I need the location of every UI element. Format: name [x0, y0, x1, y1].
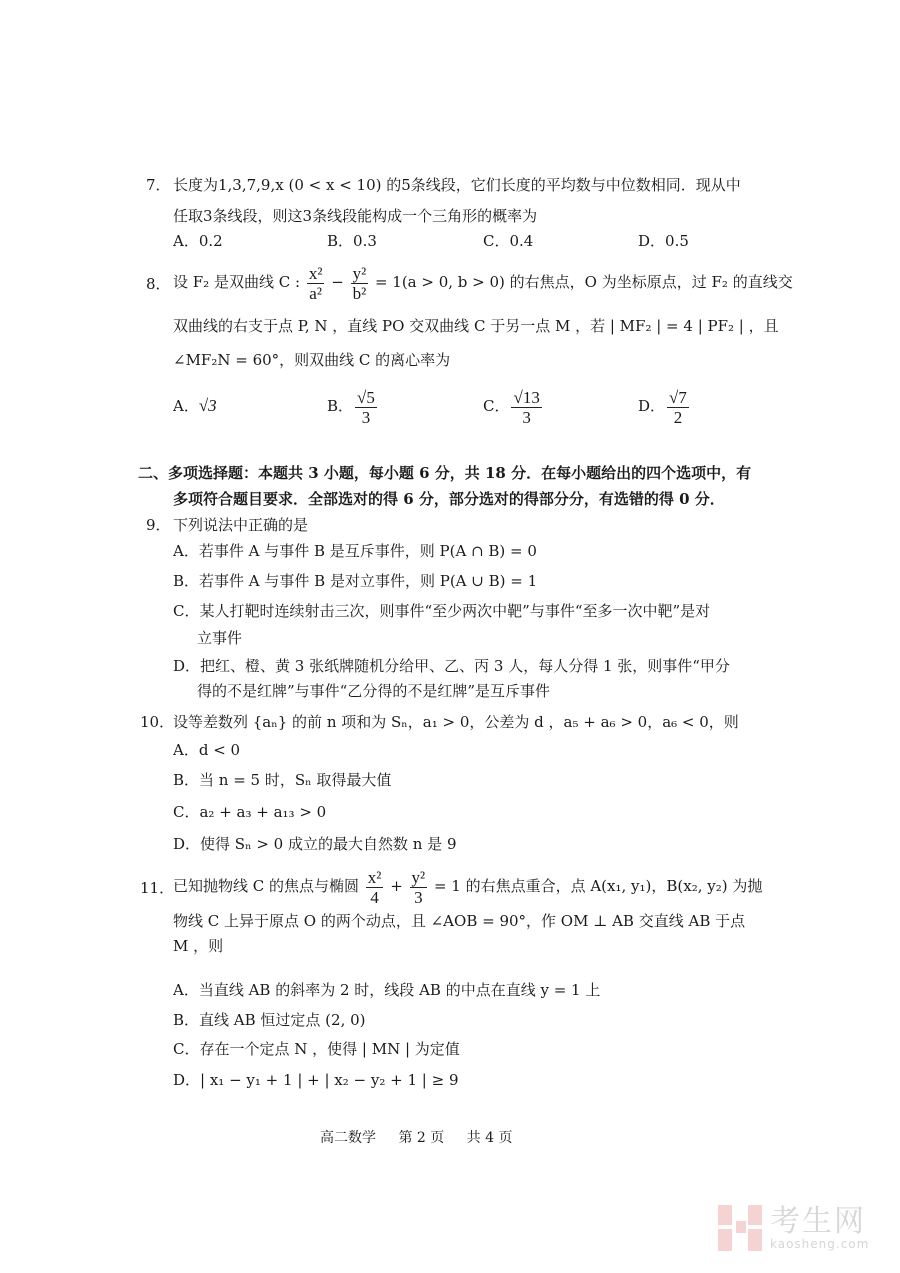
q11-option-b: B．直线 AB 恒过定点 (2, 0): [173, 1011, 366, 1029]
q7-stem-line1: 长度为1,3,7,9,x (0 < x < 10) 的5条线段，它们长度的平均数与中位数相同．现从中: [173, 176, 741, 194]
q8-option-c: C． $\frac{√13}{3}$: [483, 387, 540, 427]
q9-option-a: A．若事件 A 与事件 B 是互斥事件，则 P(A ∩ B) = 0: [173, 542, 537, 560]
q11-stem-line1: [173, 866, 762, 907]
q7-number: 7．: [146, 176, 171, 194]
q9-option-b: B．若事件 A 与事件 B 是对立事件，则 P(A ∪ B) = 1: [173, 572, 538, 590]
q10-stem: 设等差数列 {aₙ} 的前 n 项和为 Sₙ，a₁ > 0，公差为 d ，a₅ + a₆ > 0，a₆ < 0，则: [173, 713, 739, 731]
q9-number: 9．: [146, 516, 171, 534]
q8-option-d: D． $\frac{√7}{2}$: [638, 387, 687, 427]
plus-sign: +: [390, 877, 403, 895]
q9-option-d-line2: 得的不是红牌”与事件“乙分得的不是红牌”是互斥事件: [197, 682, 551, 700]
fraction: $\frac{\text{x²}}{\text{a²}}$: [308, 263, 323, 303]
q9-option-c-line2: 立事件: [197, 629, 243, 647]
q8-stem-line3: ∠MF₂N = 60°，则双曲线 C 的离心率为: [173, 351, 451, 369]
q9-option-d-line1: D．把红、橙、黄 3 张纸牌随机分给甲、乙、丙 3 人，每人分得 1 张，则事件“甲分: [173, 657, 730, 675]
q11-text: 已知抛物线 C 的焦点与椭圆: [173, 877, 360, 895]
q11-option-a: A．当直线 AB 的斜率为 2 时，线段 AB 的中点在直线 y = 1 上: [173, 981, 601, 999]
footer-subject: 高二数学: [320, 1130, 376, 1146]
fraction: $\frac{\text{y²}}{\text{b²}}$: [352, 263, 367, 303]
kaosheng-logo-icon: [718, 1205, 762, 1251]
q8-text: = 1(a > 0, b > 0) 的右焦点，O 为坐标原点，过 F₂ 的直线交: [374, 273, 793, 291]
section-heading-line2: 多项符合题目要求．全部选对的得 6 分，部分选对的得部分分，有选错的得 0 分．: [173, 490, 725, 508]
q7-option-b: B．0.3: [327, 232, 377, 250]
q8-text: 设 F₂ 是双曲线 C :: [173, 273, 301, 291]
q10-option-b: B．当 n = 5 时，Sₙ 取得最大值: [173, 771, 392, 789]
q10-option-d: D．使得 Sₙ > 0 成立的最大自然数 n 是 9: [173, 835, 457, 853]
q10-option-c: C．a₂ + a₃ + a₁₃ > 0: [173, 803, 327, 821]
section-heading-line1: 二、多项选择题：本题共 3 小题，每小题 6 分，共 18 分．在每小题给出的四个选项中，有: [138, 464, 752, 482]
watermark: [718, 1205, 869, 1251]
q11-option-d: D．| x₁ − y₁ + 1 | + | x₂ − y₂ + 1 | ≥ 9: [173, 1071, 459, 1089]
q10-option-a: A．d < 0: [173, 741, 241, 759]
q10-number: 10．: [140, 713, 175, 731]
watermark-cn: 考生网: [770, 1204, 866, 1239]
q7-stem-line2: 任取3条线段，则这3条线段能构成一个三角形的概率为: [173, 207, 538, 225]
q8-number: 8．: [146, 275, 171, 293]
q11-text: = 1 的右焦点重合，点 A(x₁, y₁)，B(x₂, y₂) 为抛: [433, 877, 763, 895]
footer-page: 第 2 页: [398, 1130, 445, 1146]
q7-option-c: C．0.4: [483, 232, 534, 250]
q11-option-c: C．存在一个定点 N ，使得 | MN | 为定值: [173, 1040, 460, 1058]
q7-option-d: D．0.5: [638, 232, 689, 250]
q11-stem-line3: M ，则: [173, 937, 224, 955]
q7-option-a: A．0.2: [173, 232, 223, 250]
q9-option-c-line1: C．某人打靶时连续射击三次，则事件“至少两次中靶”与事件“至多一次中靶”是对: [173, 602, 711, 620]
q9-stem: 下列说法中正确的是: [173, 516, 309, 534]
q8-option-b: B． $\frac{√5}{3}$: [327, 387, 375, 427]
fraction: $\frac{\text{x²}}{4}$: [367, 867, 382, 907]
footer-total: 共 4 页: [466, 1130, 513, 1146]
q8-stem-line1: [173, 262, 793, 303]
fraction: $\frac{\text{y²}}{3}$: [411, 867, 426, 907]
page-footer: [320, 1127, 531, 1147]
minus-sign: −: [331, 273, 344, 291]
q11-stem-line2: 物线 C 上异于原点 O 的两个动点，且 ∠AOB = 90°，作 OM ⊥ AB 交直线 AB 于点: [173, 912, 746, 930]
q8-stem-line2: 双曲线的右支于点 P, N ，直线 PO 交双曲线 C 于另一点 M ，若 | MF₂ | = 4 | PF₂ | ，且: [173, 317, 779, 335]
q11-number: 11．: [140, 879, 175, 897]
q8-option-a: A．√3: [173, 396, 217, 415]
watermark-en: kaosheng.com: [770, 1237, 870, 1251]
